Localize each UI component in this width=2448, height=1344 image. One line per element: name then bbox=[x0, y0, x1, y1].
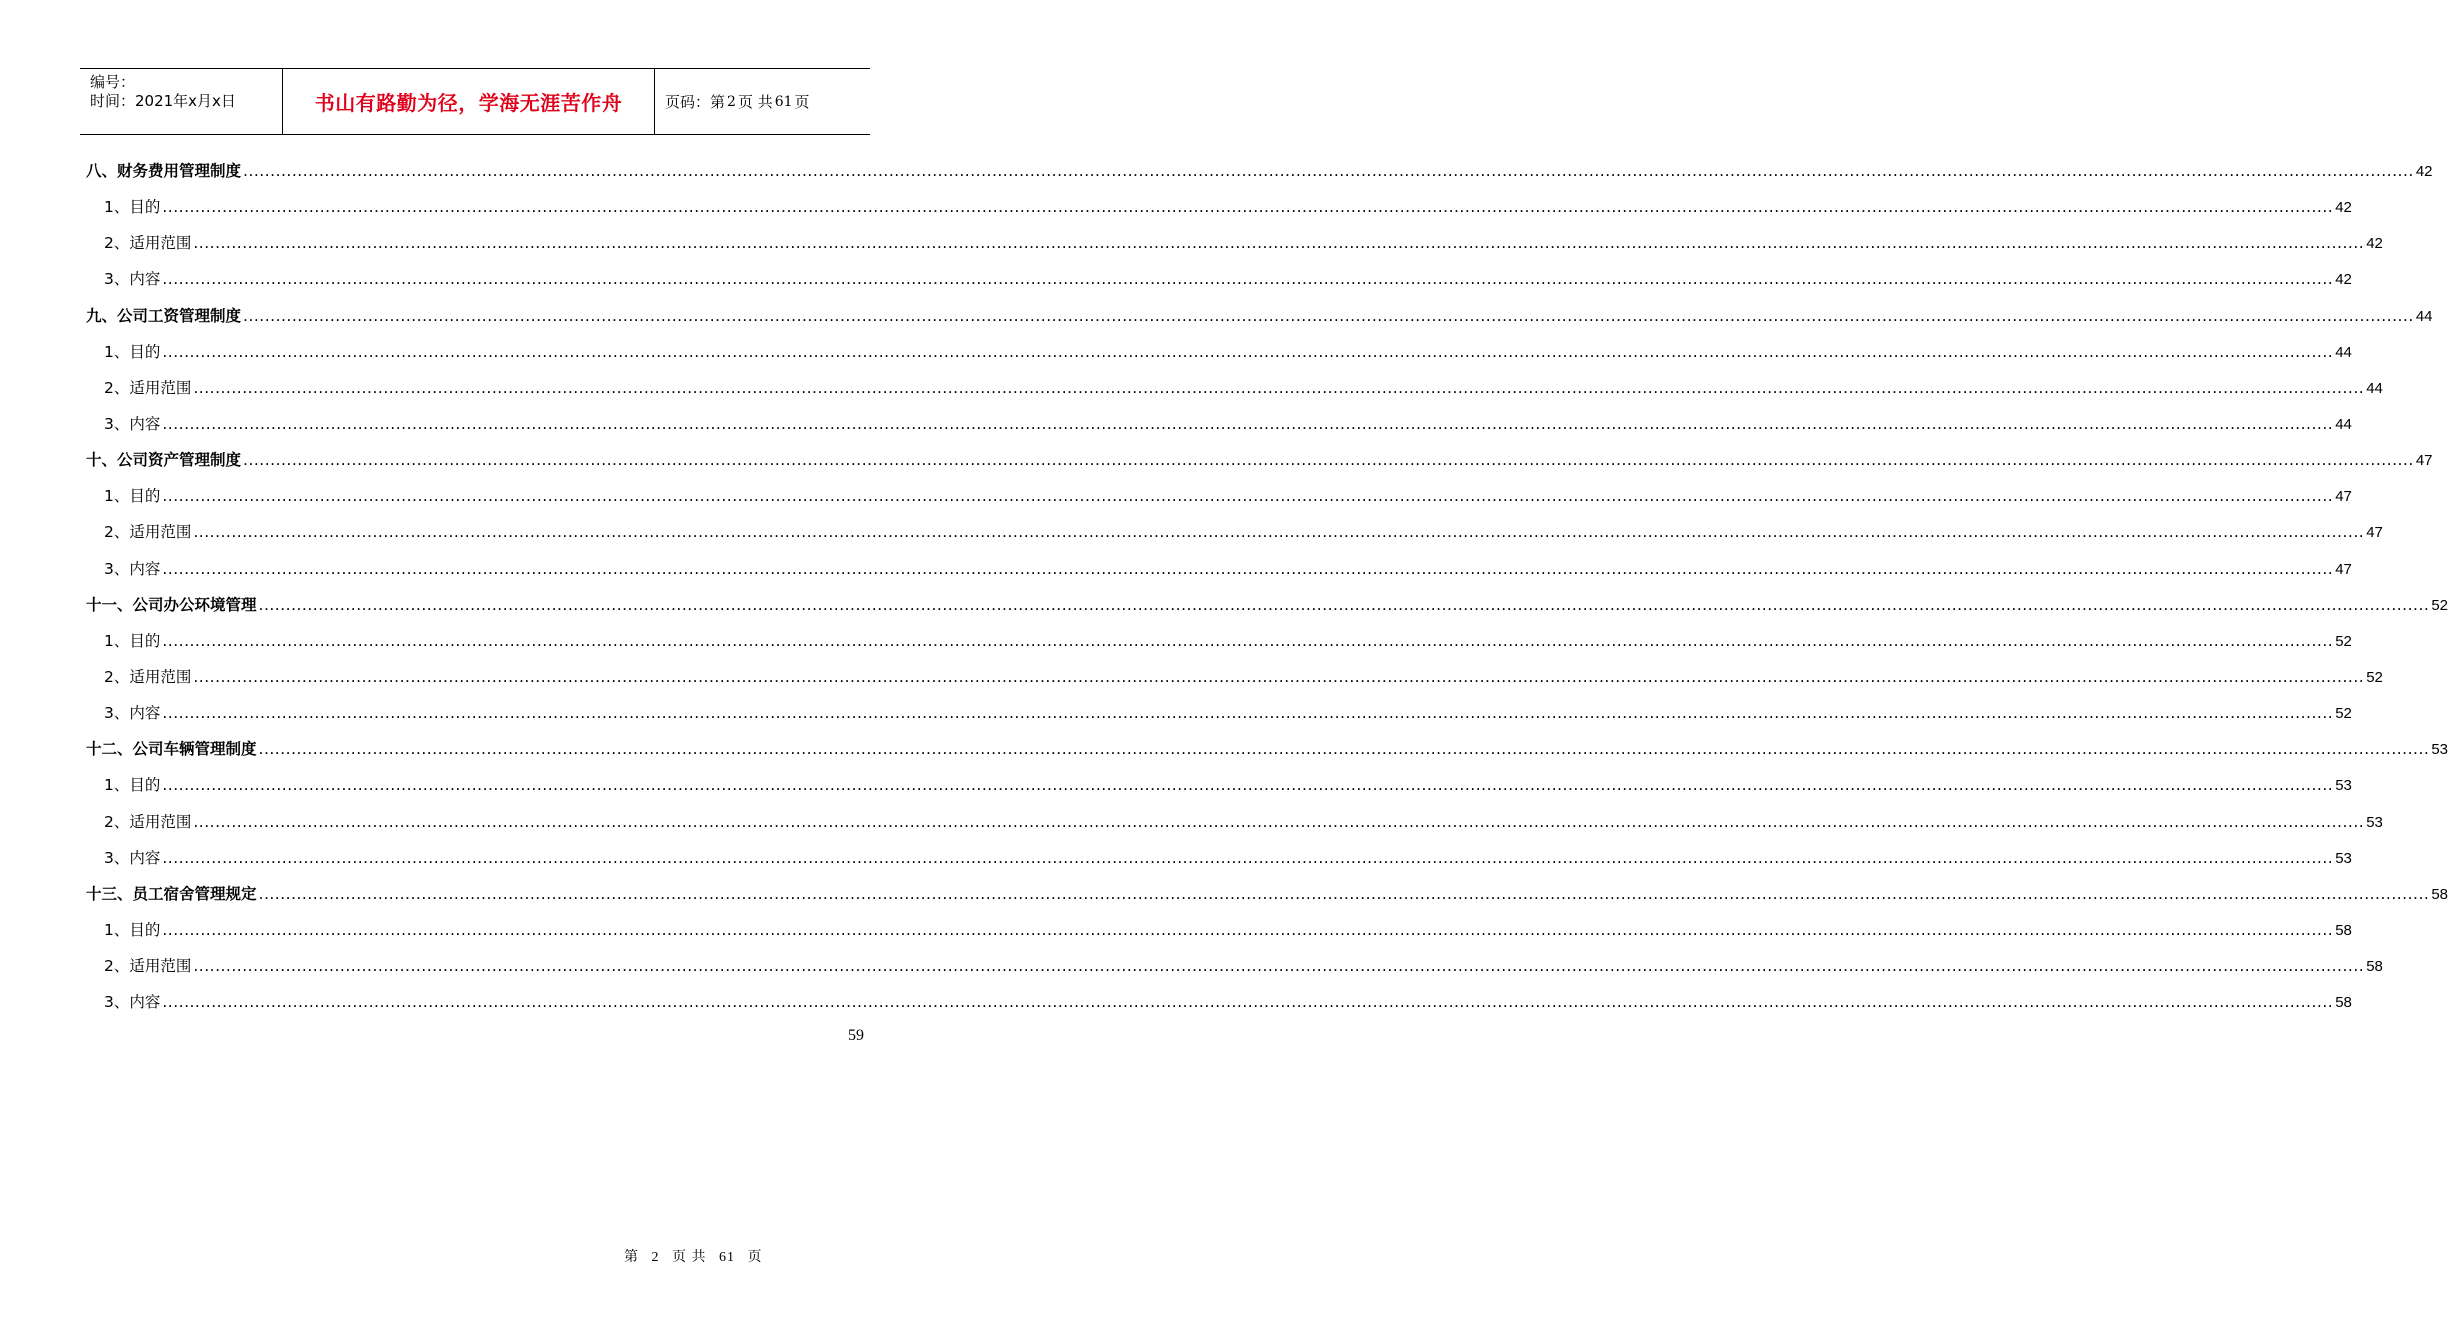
toc-entry-label: 3、内容 bbox=[104, 848, 161, 867]
toc-entry-page: 44 bbox=[2335, 415, 2352, 433]
toc-dot-leader: ................................................................................................................................................................................................................................................................................................................................................................................................................ bbox=[162, 920, 2334, 939]
page-footer bbox=[620, 1246, 767, 1266]
page-suffix: 页 bbox=[794, 93, 810, 111]
toc-entry-page: 53 bbox=[2335, 777, 2352, 795]
toc-entry-label: 2、适用范围 bbox=[104, 378, 192, 397]
toc-dot-leader: ................................................................................................................................................................................................................................................................................................................................................................................................................ bbox=[193, 234, 2365, 253]
header-page-cell bbox=[655, 69, 870, 134]
toc-chapter-entry[interactable] bbox=[86, 301, 2433, 337]
toc-entry-page: 42 bbox=[2335, 271, 2352, 289]
toc-entry-label: 2、适用范围 bbox=[104, 523, 192, 542]
toc-section-entry[interactable] bbox=[86, 843, 2352, 879]
toc-entry-label: 1、目的 bbox=[104, 342, 161, 361]
toc-entry-page: 47 bbox=[2335, 560, 2352, 578]
toc-entry-label: 3、内容 bbox=[104, 270, 161, 289]
toc-entry-page: 52 bbox=[2335, 705, 2352, 723]
toc-entry-label: 2、适用范围 bbox=[104, 667, 192, 686]
toc-dot-leader: ................................................................................................................................................................................................................................................................................................................................................................................................................ bbox=[258, 595, 2430, 614]
toc-dot-leader: ................................................................................................................................................................................................................................................................................................................................................................................................................ bbox=[243, 306, 2414, 325]
toc-entry-page: 53 bbox=[2431, 741, 2448, 759]
toc-entry-label: 十三、员工宿舍管理规定 bbox=[86, 884, 257, 903]
toc-dot-leader: ................................................................................................................................................................................................................................................................................................................................................................................................................ bbox=[258, 884, 2430, 903]
toc-dot-leader: ................................................................................................................................................................................................................................................................................................................................................................................................................ bbox=[243, 162, 2414, 180]
toc-chapter-entry[interactable] bbox=[86, 879, 2448, 915]
toc-section-entry[interactable] bbox=[86, 337, 2352, 373]
toc-entry-label: 3、内容 bbox=[104, 704, 161, 723]
toc-dot-leader: ................................................................................................................................................................................................................................................................................................................................................................................................................ bbox=[193, 667, 2365, 686]
toc-entry-label: 3、内容 bbox=[104, 559, 161, 578]
toc-dot-leader: ................................................................................................................................................................................................................................................................................................................................................................................................................ bbox=[193, 523, 2365, 542]
toc-dot-leader: ................................................................................................................................................................................................................................................................................................................................................................................................................ bbox=[162, 704, 2334, 723]
toc-dot-leader: ................................................................................................................................................................................................................................................................................................................................................................................................................ bbox=[193, 957, 2365, 976]
toc-entry-label: 九、公司工资管理制度 bbox=[86, 306, 242, 325]
toc-dot-leader: ................................................................................................................................................................................................................................................................................................................................................................................................................ bbox=[162, 776, 2334, 795]
toc-entry-page: 47 bbox=[2415, 452, 2433, 470]
time-label: 时间：2021年x月x日 bbox=[90, 92, 236, 110]
toc-section-entry[interactable] bbox=[86, 698, 2352, 734]
toc-entry-page: 42 bbox=[2335, 199, 2352, 217]
serial-number-label: 编号： bbox=[90, 73, 136, 91]
toc-section-entry[interactable] bbox=[86, 192, 2352, 228]
toc-chapter-entry[interactable] bbox=[86, 590, 2448, 626]
toc-dot-leader: ................................................................................................................................................................................................................................................................................................................................................................................................................ bbox=[258, 740, 2430, 759]
toc-section-entry[interactable] bbox=[86, 915, 2352, 951]
toc-entry-label: 十二、公司车辆管理制度 bbox=[86, 740, 257, 759]
toc-entry-page: 58 bbox=[2431, 885, 2448, 903]
header-info-cell bbox=[80, 69, 282, 134]
toc-dot-leader: ................................................................................................................................................................................................................................................................................................................................................................................................................ bbox=[162, 559, 2334, 578]
toc-entry-label: 3、内容 bbox=[104, 414, 161, 433]
toc-entry-page: 58 bbox=[2335, 994, 2352, 1012]
toc-dot-leader: ................................................................................................................................................................................................................................................................................................................................................................................................................ bbox=[162, 487, 2334, 506]
toc-chapter-entry[interactable] bbox=[86, 445, 2433, 481]
trailing-page-number: 59 bbox=[848, 1027, 864, 1044]
toc-entry-page: 52 bbox=[2366, 668, 2383, 686]
toc-section-entry[interactable] bbox=[86, 481, 2352, 517]
toc-section-entry[interactable] bbox=[86, 373, 2383, 409]
toc-entry-label: 1、目的 bbox=[104, 487, 161, 506]
toc-entry-page: 42 bbox=[2415, 163, 2433, 180]
toc-entry-page: 58 bbox=[2366, 958, 2383, 976]
toc-dot-leader: ................................................................................................................................................................................................................................................................................................................................................................................................................ bbox=[162, 993, 2334, 1012]
toc-section-entry[interactable] bbox=[86, 264, 2352, 300]
toc-entry-page: 52 bbox=[2335, 632, 2352, 650]
toc-dot-leader: ................................................................................................................................................................................................................................................................................................................................................................................................................ bbox=[162, 342, 2334, 361]
toc-section-entry[interactable] bbox=[86, 409, 2352, 445]
toc-entry-page: 53 bbox=[2366, 813, 2383, 831]
toc-chapter-entry[interactable] bbox=[86, 734, 2448, 770]
toc-entry-page: 44 bbox=[2335, 343, 2352, 361]
footer-mid: 页 共 bbox=[672, 1250, 707, 1265]
toc-entry-label: 2、适用范围 bbox=[104, 234, 192, 253]
toc-entry-label: 2、适用范围 bbox=[104, 812, 192, 831]
page-current: 2 bbox=[727, 93, 736, 110]
toc-entry-label: 2、适用范围 bbox=[104, 957, 192, 976]
toc-section-entry[interactable] bbox=[86, 626, 2352, 662]
toc-dot-leader: ................................................................................................................................................................................................................................................................................................................................................................................................................ bbox=[162, 270, 2334, 289]
page-total: 61 bbox=[774, 93, 793, 110]
toc-entry-page: 52 bbox=[2431, 596, 2448, 614]
toc-entry-label: 八、财务费用管理制度 bbox=[86, 162, 242, 180]
table-of-contents bbox=[86, 156, 2448, 1023]
toc-section-entry[interactable] bbox=[86, 517, 2383, 553]
toc-entry-page: 42 bbox=[2366, 235, 2383, 253]
toc-section-entry[interactable] bbox=[86, 554, 2352, 590]
toc-entry-page: 47 bbox=[2366, 524, 2383, 542]
toc-entry-page: 53 bbox=[2335, 849, 2352, 867]
toc-entry-page: 44 bbox=[2415, 307, 2433, 325]
page-prefix: 页码：第 bbox=[665, 93, 726, 111]
toc-entry-label: 1、目的 bbox=[104, 631, 161, 650]
toc-section-entry[interactable] bbox=[86, 770, 2352, 806]
toc-entry-label: 十、公司资产管理制度 bbox=[86, 451, 242, 470]
toc-entry-label: 十一、公司办公环境管理 bbox=[86, 595, 257, 614]
toc-entry-label: 1、目的 bbox=[104, 776, 161, 795]
toc-chapter-entry[interactable] bbox=[86, 156, 2433, 192]
toc-section-entry[interactable] bbox=[86, 807, 2383, 843]
toc-dot-leader: ................................................................................................................................................................................................................................................................................................................................................................................................................ bbox=[193, 378, 2365, 397]
footer-prefix: 第 bbox=[624, 1250, 639, 1265]
toc-dot-leader: ................................................................................................................................................................................................................................................................................................................................................................................................................ bbox=[162, 848, 2334, 867]
toc-dot-leader: ................................................................................................................................................................................................................................................................................................................................................................................................................ bbox=[162, 198, 2334, 217]
footer-suffix: 页 bbox=[747, 1250, 763, 1265]
header-motto-cell bbox=[282, 69, 655, 134]
toc-section-entry[interactable] bbox=[86, 951, 2383, 987]
toc-dot-leader: ................................................................................................................................................................................................................................................................................................................................................................................................................ bbox=[162, 631, 2334, 650]
toc-entry-page: 44 bbox=[2366, 379, 2383, 397]
toc-entry-page: 47 bbox=[2335, 488, 2352, 506]
page-header bbox=[80, 68, 870, 135]
toc-dot-leader: ................................................................................................................................................................................................................................................................................................................................................................................................................ bbox=[243, 451, 2414, 470]
toc-entry-label: 3、内容 bbox=[104, 993, 161, 1012]
toc-section-entry[interactable] bbox=[86, 228, 2383, 264]
toc-dot-leader: ................................................................................................................................................................................................................................................................................................................................................................................................................ bbox=[193, 812, 2365, 831]
toc-section-entry[interactable] bbox=[86, 662, 2383, 698]
page-mid: 页 共 bbox=[737, 93, 773, 111]
motto-text: 书山有路勤为径，学海无涯苦作舟 bbox=[314, 91, 623, 115]
toc-dot-leader: ................................................................................................................................................................................................................................................................................................................................................................................................................ bbox=[162, 414, 2334, 433]
toc-entry-label: 1、目的 bbox=[104, 920, 161, 939]
footer-total: 61 bbox=[719, 1250, 735, 1265]
toc-entry-page: 58 bbox=[2335, 921, 2352, 939]
footer-current: 2 bbox=[651, 1250, 660, 1265]
toc-section-entry[interactable] bbox=[86, 987, 2352, 1023]
toc-entry-label: 1、目的 bbox=[104, 198, 161, 217]
